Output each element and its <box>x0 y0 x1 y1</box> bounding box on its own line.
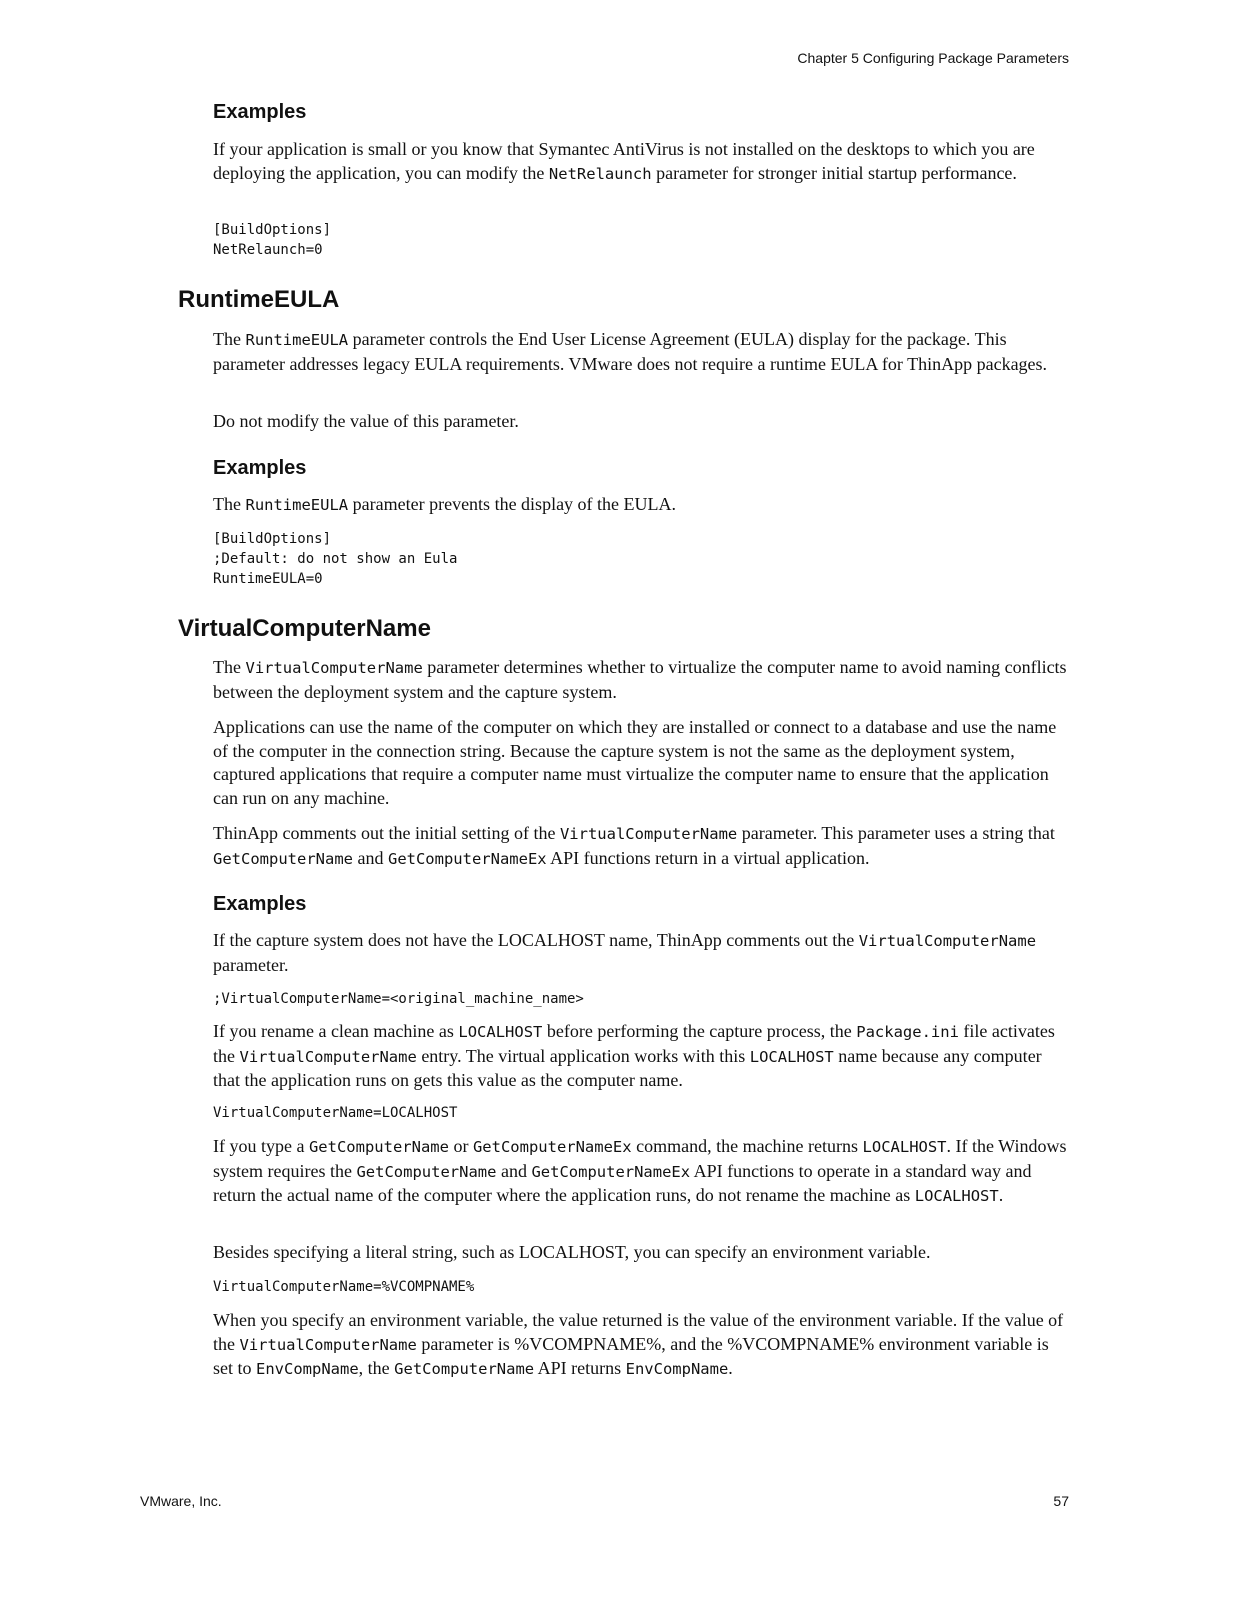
inline-code: Package.ini <box>856 1023 959 1041</box>
section-title-virtual-computer-name: VirtualComputerName <box>178 615 431 642</box>
page-footer <box>140 1493 1069 1509</box>
runtime-eula-examples-heading-block <box>213 457 1071 480</box>
vcn-thinapp-note <box>213 822 1071 871</box>
vcn-explanation <box>213 716 1071 810</box>
code-line: ;VirtualComputerName=<original_machine_name> <box>213 991 584 1007</box>
vcn-example-1-text <box>213 929 1071 977</box>
code-line: VirtualComputerName=%VCOMPNAME% <box>213 1279 475 1295</box>
code-line: ;Default: do not show an Eula <box>213 551 458 567</box>
runtime-eula-example-text <box>213 493 1071 518</box>
code-block <box>213 220 1071 260</box>
paragraph: The RuntimeEULA parameter controls the End User License Agreement (EULA) display for the package. This parameter addresses legacy EULA requirements. VMware does not require a runtime EULA for ThinApp packages. <box>213 329 1048 374</box>
vcn-example-2-text <box>213 1020 1071 1093</box>
runtime-eula-description <box>213 328 1071 376</box>
code-block <box>213 529 1071 589</box>
running-header: Chapter 5 Configuring Package Parameters <box>797 50 1069 66</box>
inline-code: NetRelaunch <box>548 164 652 183</box>
inline-code: GetComputerName <box>308 1138 449 1156</box>
examples-heading: Examples <box>213 101 307 123</box>
inline-code: LOCALHOST <box>914 1187 999 1205</box>
inline-code: GetComputerNameEx <box>472 1138 632 1156</box>
paragraph: The RuntimeEULA parameter prevents the display of the EULA. <box>213 494 677 514</box>
inline-code: GetComputerNameEx <box>387 849 547 868</box>
inline-code: LOCALHOST <box>749 1047 834 1066</box>
vcn-description <box>213 656 1071 704</box>
inline-code: LOCALHOST <box>862 1138 947 1156</box>
vcn-env-variable-intro <box>213 1241 1071 1265</box>
inline-code: GetComputerNameEx <box>531 1162 691 1181</box>
code-block <box>213 989 1071 1009</box>
inline-code: VirtualComputerName <box>858 932 1037 950</box>
netrelaunch-examples-text <box>213 138 1071 186</box>
paragraph: If your application is small or you know that Symantec AntiVirus is not installed on the desktops to which you are deploying the application, you can modify the NetRelaunch parameter for stronger initial startup performance. <box>213 139 1035 183</box>
inline-code: GetComputerName <box>213 849 353 868</box>
netrelaunch-examples-heading-block <box>213 101 1071 124</box>
examples-heading: Examples <box>213 457 307 479</box>
inline-code: VirtualComputerName <box>559 825 738 843</box>
company-name: VMware, Inc. <box>140 1493 222 1509</box>
paragraph: The VirtualComputerName parameter determines whether to virtualize the computer name to avoid naming conflicts between the deployment system and the capture system. <box>213 657 1067 702</box>
inline-code: VirtualComputerName <box>239 1047 417 1066</box>
inline-code: RuntimeEULA <box>245 331 349 349</box>
paragraph: Do not modify the value of this parameter. <box>213 411 519 431</box>
vcn-env-variable-explanation <box>213 1309 1071 1382</box>
paragraph: When you specify an environment variable, the value returned is the value of the environment variable. If the value of the VirtualComputerName parameter is %VCOMPNAME%, and the %VCOMPNAME% environment variable is set to EnvCompName, the GetComputerName API returns EnvCompName. <box>213 1310 1064 1378</box>
code-block <box>213 1277 1071 1297</box>
code-line: NetRelaunch=0 <box>213 242 323 258</box>
inline-code: VirtualComputerName <box>239 1335 417 1354</box>
paragraph: Applications can use the name of the computer on which they are installed or connect to a database and use the name of the computer in the connection string. Because the capture system is not the same as the deployment system, captured applications that require a computer name must virtualize the computer name to ensure that the application can run on any machine. <box>213 717 1057 808</box>
paragraph: If you type a GetComputerName or GetComputerNameEx command, the machine returns LOCALHOST. If the Windows system requires the GetComputerName and GetComputerNameEx API functions to operate in a standard way and return the actual name of the computer where the application runs, do not rename the machine as LOCALHOST. <box>213 1136 1067 1205</box>
paragraph: ThinApp comments out the initial setting of the VirtualComputerName parameter. This parameter uses a string that GetComputerName and GetComputerNameEx API functions return in a virtual application. <box>213 823 1055 868</box>
code-line: [BuildOptions] <box>213 531 332 547</box>
vcn-examples-heading-block <box>213 893 1071 916</box>
inline-code: RuntimeEULA <box>245 496 349 514</box>
examples-heading: Examples <box>213 893 307 915</box>
code-line: RuntimeEULA=0 <box>213 571 323 587</box>
paragraph: Besides specifying a literal string, such as LOCALHOST, you can specify an environment variable. <box>213 1242 931 1262</box>
code-block <box>213 1103 1071 1123</box>
inline-code: EnvCompName <box>625 1360 729 1378</box>
paragraph: If the capture system does not have the LOCALHOST name, ThinApp comments out the VirtualComputerName parameter. <box>213 930 1037 975</box>
page-number: 57 <box>1053 1493 1069 1509</box>
inline-code: GetComputerName <box>394 1360 535 1378</box>
section-title-runtime-eula: RuntimeEULA <box>178 286 340 313</box>
vcn-example-3-text <box>213 1135 1071 1209</box>
inline-code: LOCALHOST <box>458 1023 543 1041</box>
paragraph: If you rename a clean machine as LOCALHOST before performing the capture process, the Package.ini file activates the VirtualComputerName entry. The virtual application works with this LOCALHOST name because any computer that the application runs on gets this value as the computer name. <box>213 1021 1055 1090</box>
inline-code: GetComputerName <box>356 1162 497 1181</box>
code-line: VirtualComputerName=LOCALHOST <box>213 1105 458 1121</box>
inline-code: VirtualComputerName <box>245 659 423 677</box>
inline-code: EnvCompName <box>256 1360 359 1378</box>
code-line: [BuildOptions] <box>213 222 332 238</box>
runtime-eula-note <box>213 410 1071 434</box>
